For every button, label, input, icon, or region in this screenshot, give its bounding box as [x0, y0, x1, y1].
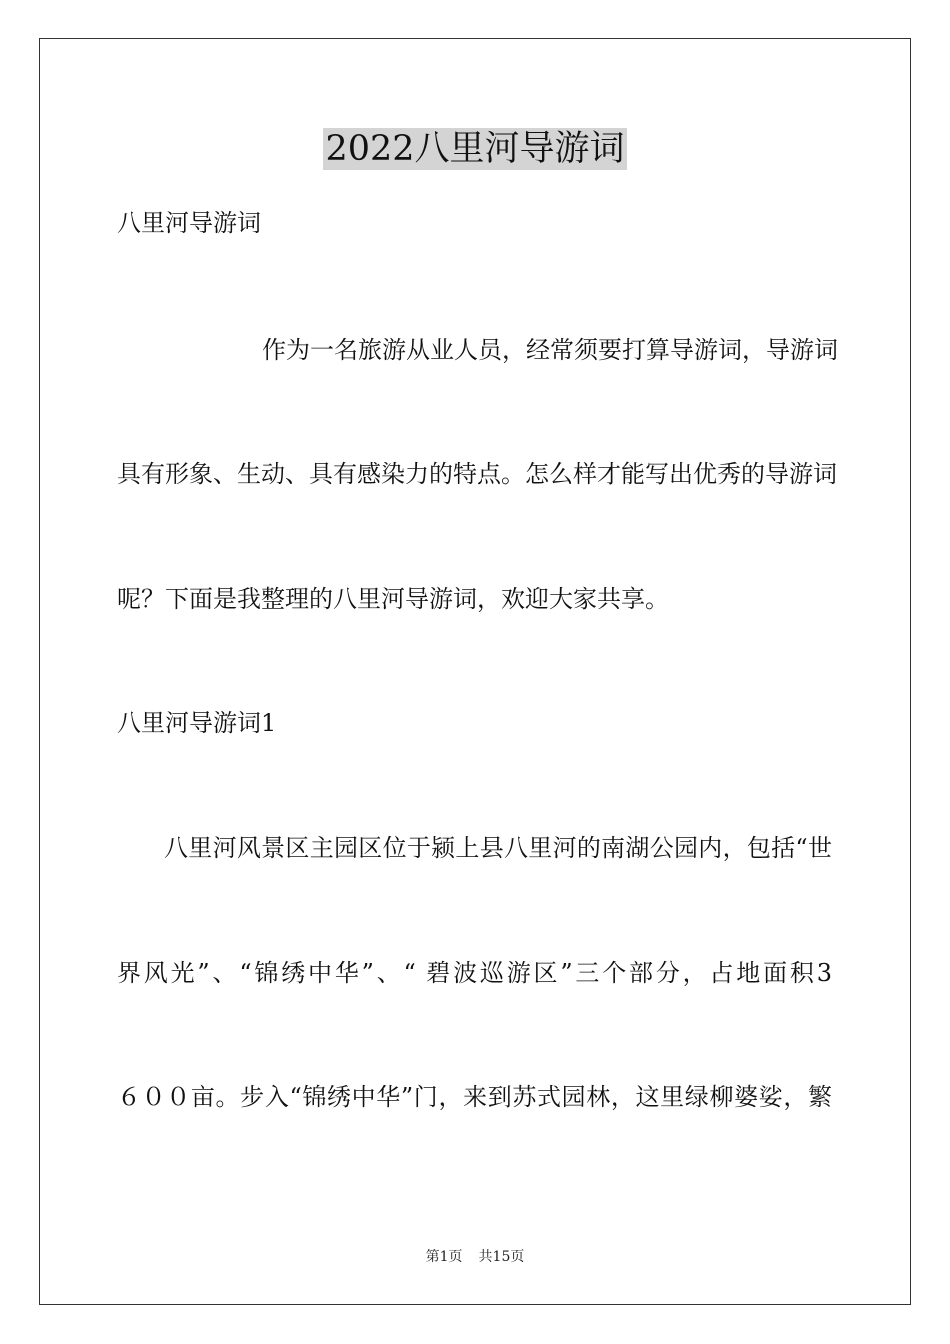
section-heading: 八里河导游词1 — [117, 709, 277, 737]
paragraph-line: 作为一名旅游从业人员，经常须要打算导游词，导游词 — [262, 336, 838, 364]
page-total: 共15页 — [478, 1249, 525, 1265]
paragraph-line: 呢？下面是我整理的八里河导游词，欢迎大家共享。 — [117, 585, 669, 613]
paragraph-line: ６００亩。步入“锦绣中华”门，来到苏式园林，这里绿柳婆娑，繁 — [117, 1083, 832, 1111]
subtitle-line: 八里河导游词 — [117, 209, 261, 237]
title-container — [0, 128, 950, 170]
paragraph-line: 具有形象、生动、具有感染力的特点。怎么样才能写出优秀的导游词 — [117, 460, 837, 488]
page-number: 第1页 — [425, 1249, 463, 1265]
paragraph-line: 八里河风景区主园区位于颍上县八里河的南湖公园内，包括“世 — [164, 834, 832, 862]
page-footer — [0, 1248, 950, 1266]
document-title: 2022八里河导游词 — [325, 129, 625, 169]
paragraph-line: 界风光”、“锦绣中华”、“ 碧波巡游区”三个部分，占地面积3 — [117, 959, 832, 987]
